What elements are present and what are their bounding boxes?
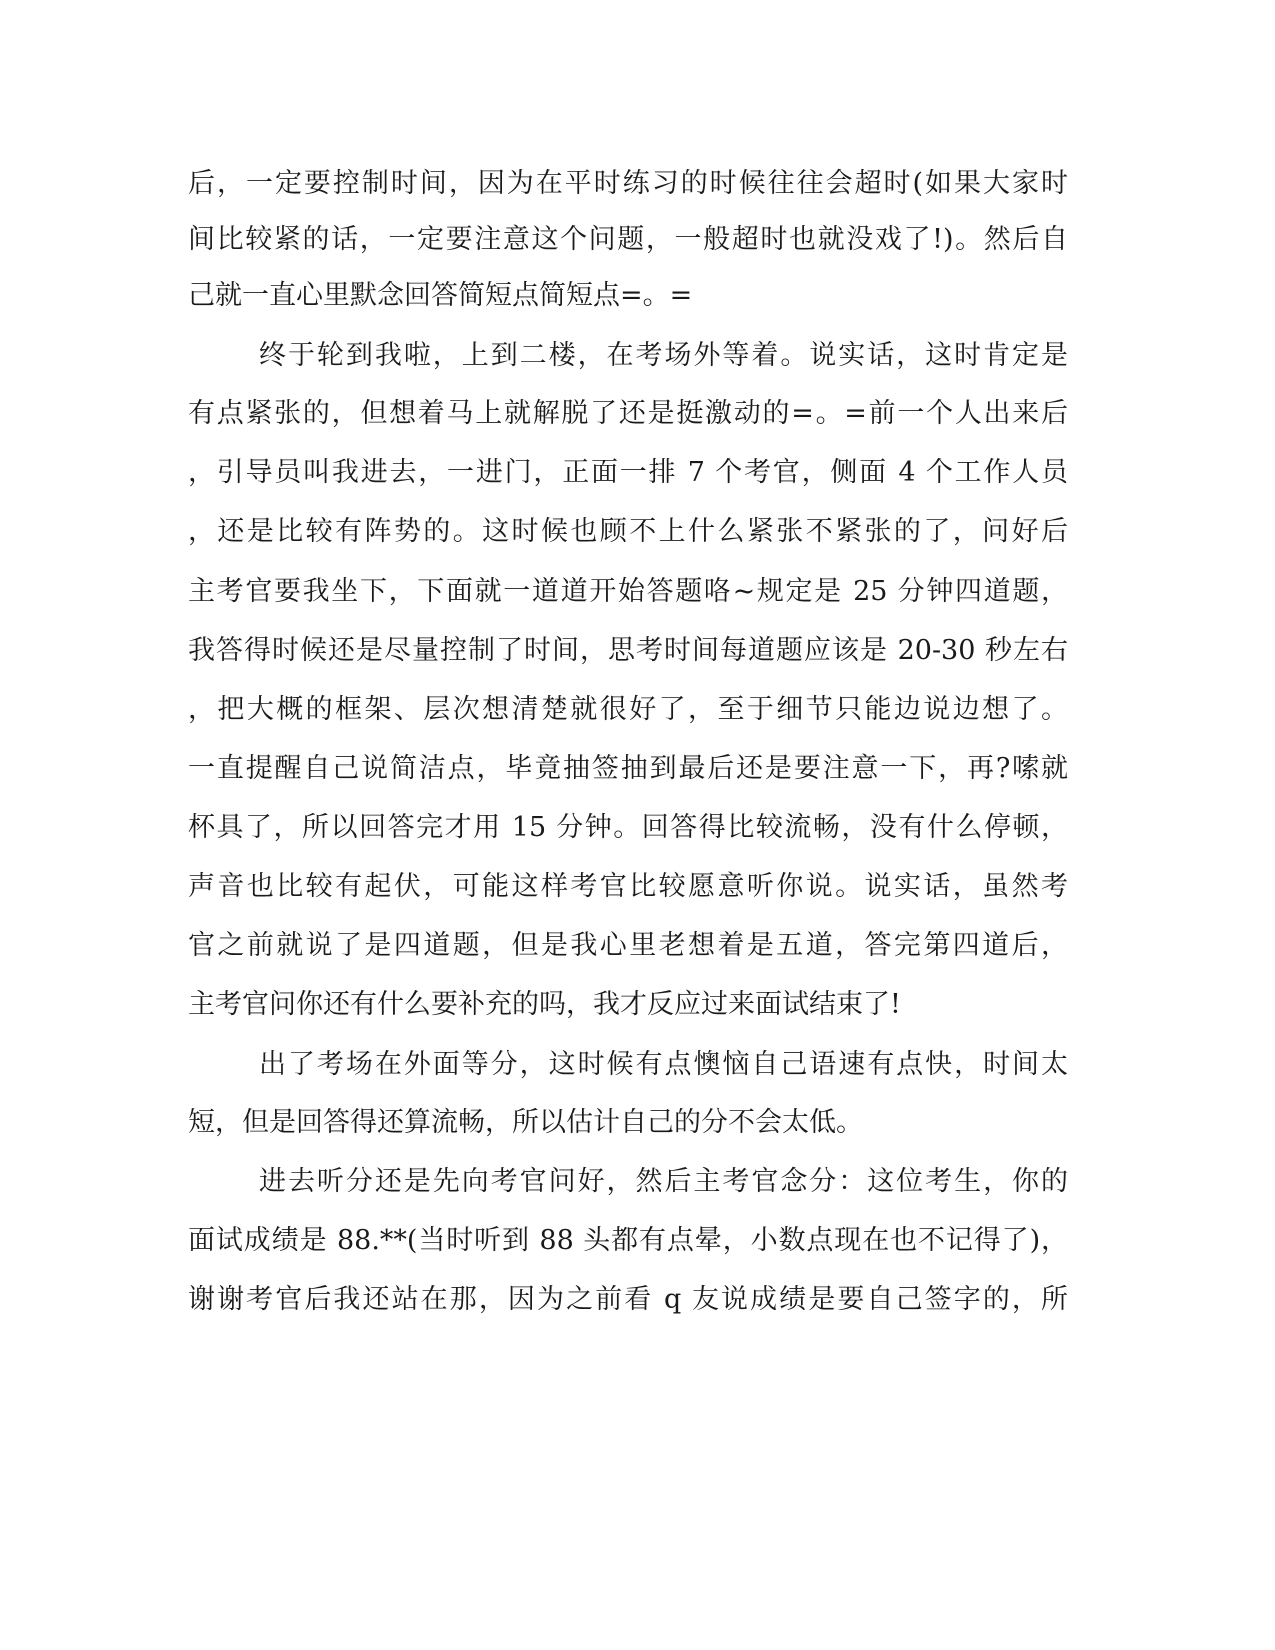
text-line: 有点紧张的，但想着马上就解脱了还是挺激动的=。=前一个人出来后	[188, 398, 1068, 429]
text-line: 一直提醒自己说简洁点，毕竟抽签抽到最后还是要注意一下，再?嗦就	[188, 753, 1068, 784]
text-line: 面试成绩是 88.**(当时听到 88 头都有点晕，小数点现在也不记得了)，	[188, 1225, 1068, 1256]
text-line: 主考官要我坐下，下面就一道道开始答题咯~规定是 25 分钟四道题，	[188, 576, 1068, 607]
text-line: 后，一定要控制时间，因为在平时练习的时候往往会超时(如果大家时	[188, 168, 1068, 199]
text-line: 间比较紧的话，一定要注意这个问题，一般超时也就没戏了!)。然后自	[188, 224, 1068, 255]
text-line: 我答得时候还是尽量控制了时间，思考时间每道题应该是 20-30 秒左右	[188, 635, 1068, 666]
text-line: ，把大概的框架、层次想清楚就很好了，至于细节只能边说边想了。	[188, 694, 1068, 725]
text-line: 进去听分还是先向考官问好，然后主考官念分：这位考生，你的	[259, 1166, 1068, 1197]
text-line: 杯具了，所以回答完才用 15 分钟。回答得比较流畅，没有什么停顿，	[188, 812, 1068, 843]
text-line: 终于轮到我啦，上到二楼，在考场外等着。说实话，这时肯定是	[259, 340, 1068, 371]
text-line: 短，但是回答得还算流畅，所以估计自己的分不会太低。	[188, 1107, 863, 1138]
text-line: ，还是比较有阵势的。这时候也顾不上什么紧张不紧张的了，问好后	[188, 516, 1068, 547]
text-line: 声音也比较有起伏，可能这样考官比较愿意听你说。说实话，虽然考	[188, 871, 1068, 902]
text-line: 谢谢考官后我还站在那，因为之前看 q 友说成绩是要自己签字的，所	[188, 1284, 1068, 1315]
text-line: 出了考场在外面等分，这时候有点懊恼自己语速有点快，时间太	[259, 1049, 1068, 1080]
text-line: ，引导员叫我进去，一进门，正面一排 7 个考官，侧面 4 个工作人员	[188, 457, 1068, 488]
text-line: 己就一直心里默念回答简短点简短点=。=	[188, 280, 693, 311]
text-line: 主考官问你还有什么要补充的吗，我才反应过来面试结束了!	[188, 989, 901, 1020]
text-line: 官之前就说了是四道题，但是我心里老想着是五道，答完第四道后，	[188, 930, 1068, 961]
